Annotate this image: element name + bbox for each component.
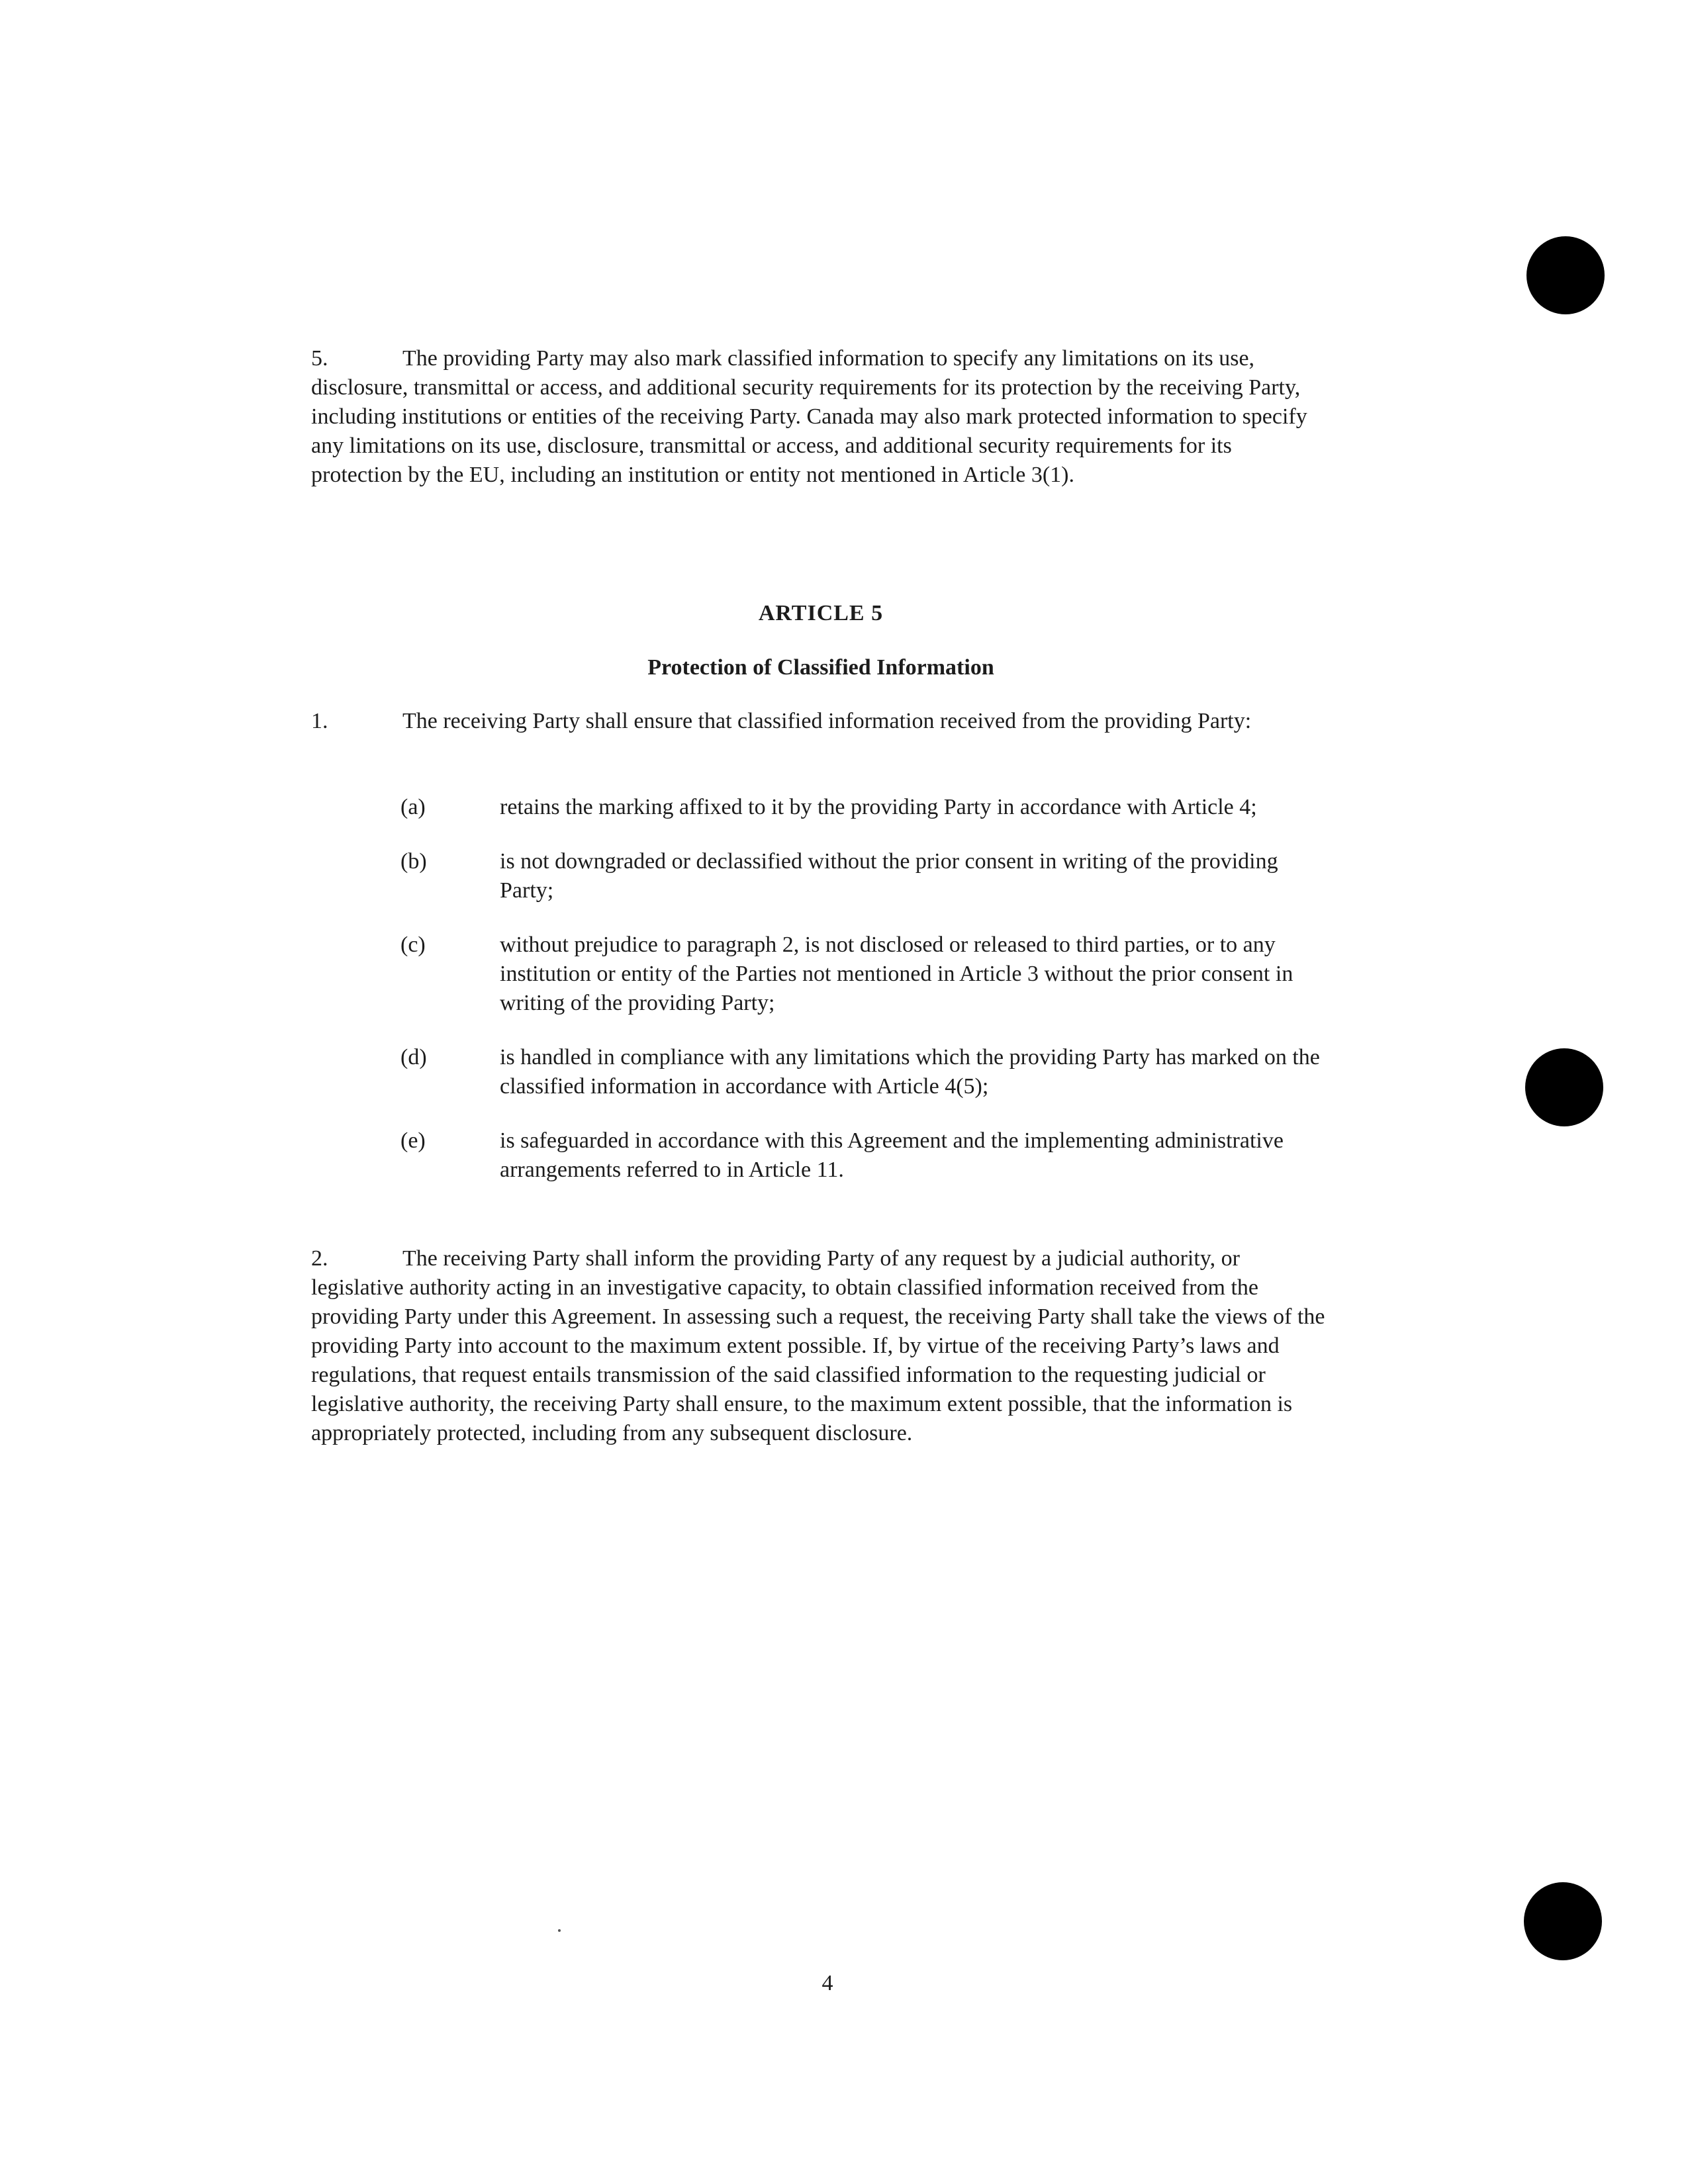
list-items	[400, 793, 1327, 1210]
paragraph-number: 1.	[311, 709, 328, 733]
list-item-label: (e)	[400, 1128, 426, 1153]
list-item	[400, 847, 1327, 905]
paragraph-2	[311, 1244, 1334, 1448]
punch-hole-bottom	[1524, 1882, 1602, 1960]
paragraph-number: 5.	[311, 346, 328, 371]
paragraph-text: The providing Party may also mark classified information to specify any limitations on its use, disclosure, transmittal or access, and additional security requirements for its protection by the receiving Party, including institutions or entities of the receiving Party. Canada may also mark protected information to specify any limitations on its use, disclosure, transmittal or access, and additional security requirements for its protection by the EU, including an institution or entity not mentioned in Article 3(1).	[311, 346, 1307, 487]
list-item-text: is safeguarded in accordance with this Agreement and the implementing administrative arrangements referred to in Article 11.	[500, 1128, 1284, 1182]
article-title: ARTICLE 5	[758, 601, 884, 625]
list-item-text: is not downgraded or declassified without the prior consent in writing of the providing Party;	[500, 849, 1278, 903]
paragraph-1	[311, 707, 1324, 736]
paragraph-number: 2.	[311, 1246, 328, 1271]
paragraph-5	[311, 344, 1317, 490]
punch-hole-middle	[1525, 1048, 1603, 1126]
list-item-label: (b)	[400, 849, 427, 874]
list-item-label: (d)	[400, 1045, 427, 1069]
list-item	[400, 1043, 1327, 1101]
paragraph-text: The receiving Party shall inform the providing Party of any request by a judicial authority, or legislative authority acting in an investigative capacity, to obtain classified information received from the providing Party under this Agreement. In assessing such a request, the receiving Party shall take the views of the providing Party into account to the maximum extent possible. If, by virtue of the receiving Party’s laws and regulations, that request entails transmission of the said classified information to the requesting judicial or legislative authority, the receiving Party shall ensure, to the maximum extent possible, that the information is appropriately protected, including from any subsequent disclosure.	[311, 1246, 1325, 1445]
list-item	[400, 793, 1327, 822]
list-item-text: without prejudice to paragraph 2, is not disclosed or released to third parties, or to any institution or entity of the Parties not mentioned in Article 3 without the prior consent in writing of the providing Party;	[500, 933, 1293, 1015]
punch-hole-top	[1526, 236, 1605, 314]
list-item	[400, 931, 1327, 1018]
paragraph-text: The receiving Party shall ensure that classified information received from the providing Party:	[402, 709, 1252, 733]
list-item-label: (c)	[400, 933, 426, 957]
scan-speck	[558, 1929, 561, 1932]
list-item-label: (a)	[400, 795, 426, 819]
list-item-text: retains the marking affixed to it by the providing Party in accordance with Article 4;	[500, 795, 1257, 819]
list-item	[400, 1126, 1327, 1185]
list-item-text: is handled in compliance with any limitations which the providing Party has marked on the classified information in accordance with Article 4(5);	[500, 1045, 1320, 1099]
article-subtitle: Protection of Classified Information	[647, 655, 994, 680]
page-number: 4	[821, 1971, 833, 1995]
